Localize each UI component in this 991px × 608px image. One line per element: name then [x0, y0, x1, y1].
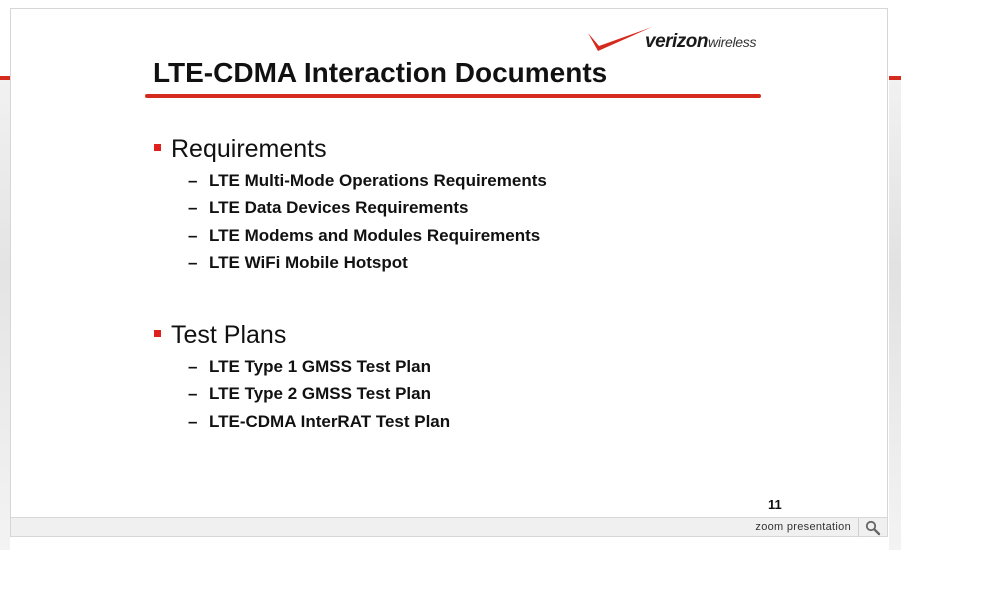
toolbar-divider	[858, 518, 859, 537]
list-item-text: LTE-CDMA InterRAT Test Plan	[209, 411, 451, 431]
dash-bullet: –	[188, 171, 198, 190]
background-panel-left	[0, 80, 10, 550]
slide-title: LTE-CDMA Interaction Documents	[153, 57, 608, 88]
square-bullet-icon	[154, 330, 161, 337]
dash-bullet: –	[188, 198, 198, 218]
dash-bullet: –	[188, 225, 198, 245]
logo-suffix-text: wireless	[708, 34, 757, 50]
dash-bullet: –	[188, 384, 198, 404]
verizon-wireless-logo	[586, 25, 776, 57]
dash-bullet: –	[188, 357, 198, 376]
zoom-presentation-link[interactable]: zoom presentation	[755, 521, 851, 533]
list-item-text: LTE Modems and Modules Requirements	[209, 225, 541, 245]
slide-page-number: 11	[768, 497, 782, 512]
list-item-text: LTE Type 2 GMSS Test Plan	[209, 384, 431, 404]
square-bullet-icon	[154, 144, 161, 151]
section-heading: Test Plans	[171, 321, 287, 349]
magnifier-icon[interactable]	[865, 520, 881, 536]
title-underline	[145, 94, 761, 98]
list-item-text: LTE Multi-Mode Operations Requirements	[209, 171, 547, 190]
list-item-text: LTE Type 1 GMSS Test Plan	[209, 357, 431, 376]
viewer-toolbar	[11, 517, 887, 536]
dash-bullet: –	[188, 252, 198, 272]
list-item-text: LTE Data Devices Requirements	[209, 198, 469, 218]
slide	[11, 9, 887, 517]
list-item-text: LTE WiFi Mobile Hotspot	[209, 252, 408, 272]
logo-brand-text: verizon	[645, 31, 709, 52]
presentation-viewer	[10, 8, 888, 537]
background-panel-right	[889, 80, 901, 550]
section-heading: Requirements	[171, 135, 327, 163]
dash-bullet: –	[188, 411, 198, 431]
